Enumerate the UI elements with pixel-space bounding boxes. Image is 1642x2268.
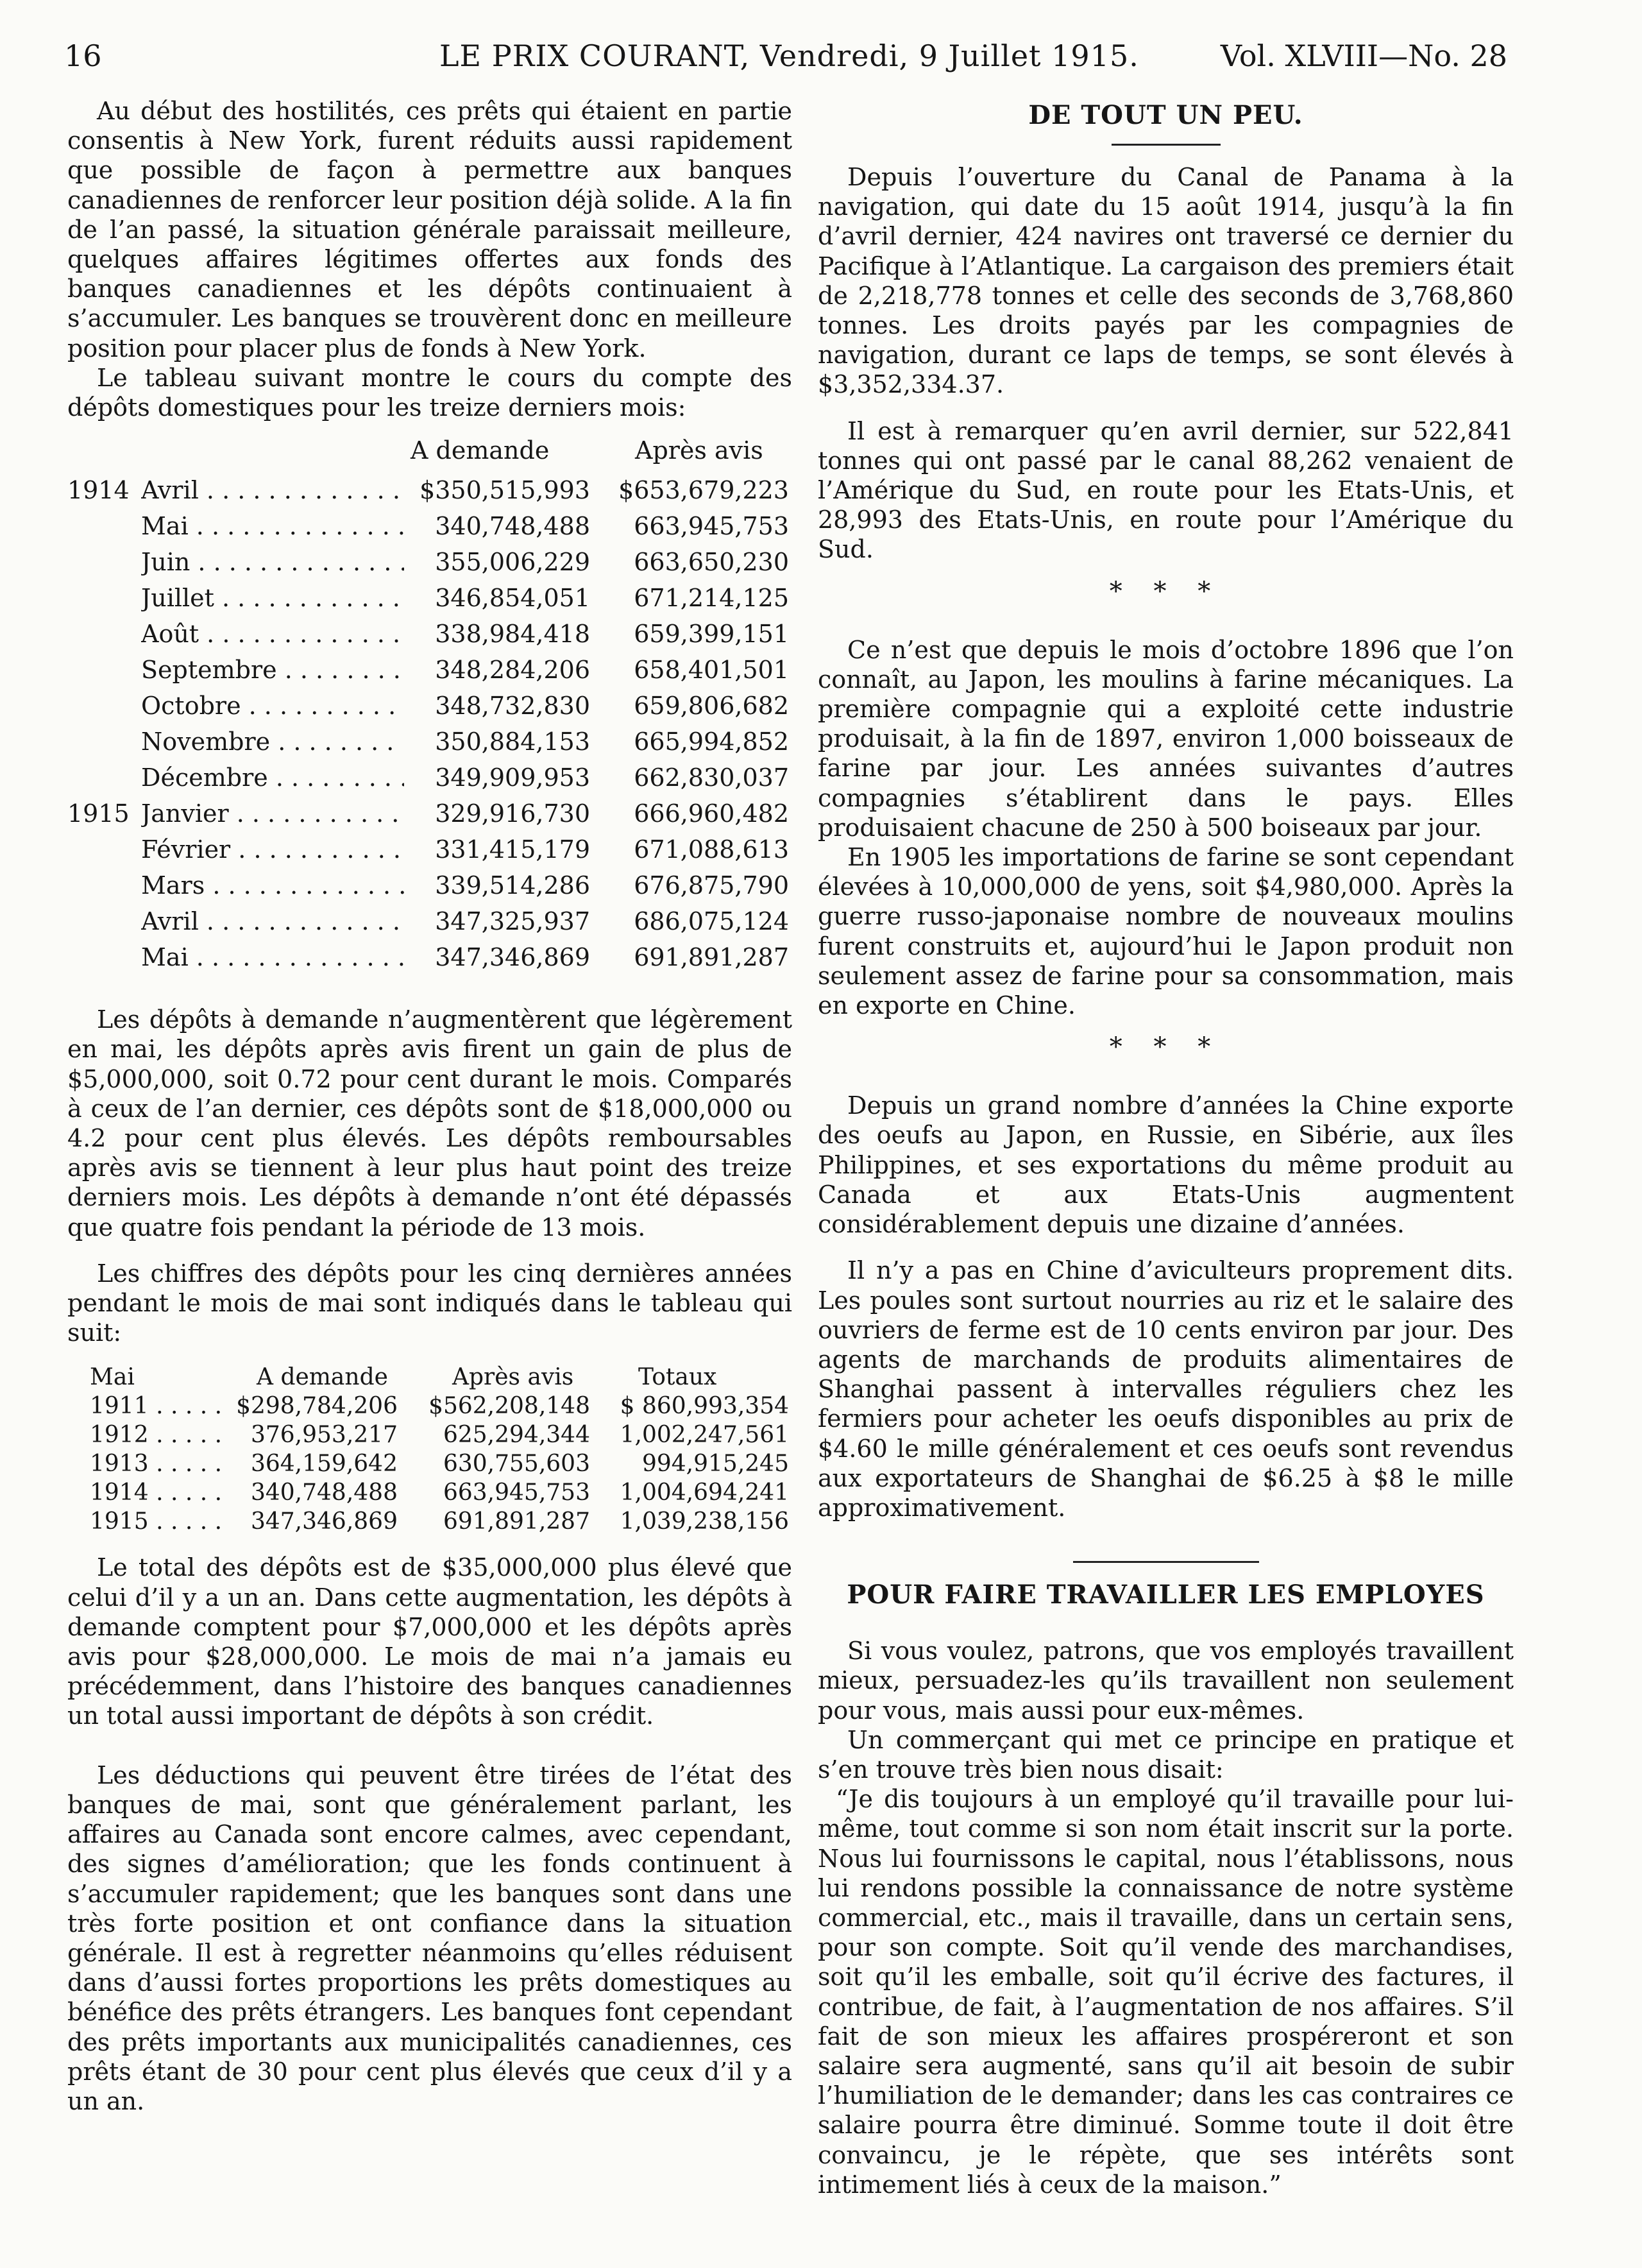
volume-number: Vol. XLVIII—No. 28 [1220, 38, 1507, 73]
column-header: Après avis [452, 1364, 574, 1391]
notice-value: 691,891,287 [443, 1508, 590, 1535]
notice-value: 665,994,852 [634, 728, 789, 756]
row-month: Novembre . . . [141, 724, 404, 760]
paragraph: En 1905 les importations de farine se sont cependant élevées à 10,000,000 de yens, soit $4,980,000. Après la guerre russo-japonaise nombre de nouveaux moulins furent construits et, aujourd’hui le Japon produit non seulement assez de farine pour sa consommation, mais en exporte en Chine. [818, 843, 1514, 1020]
column-header: Mai [90, 1364, 135, 1391]
total-value: $ 860,993,354 [620, 1393, 789, 1420]
demand-value: 347,325,937 [435, 907, 590, 936]
demand-value: 350,884,153 [435, 728, 590, 756]
table-row [67, 903, 792, 939]
paragraph: Les dépôts à demande n’augmentèrent que légèrement en mai, les dépôts après avis firent un gain de plus de $5,000,000, soit 0.72 pour cent durant le mois. Comparés à ceux de l’an dernier, ces dépôts sont de $18,000,000 ou 4.2 pour cent plus élevés. Les dépôts remboursables après avis se tiennent à leur plus haut point des treize derniers mois. Les dépôts à demande n’ont été dépassés que quatre fois pendant la période de 13 mois. [67, 1005, 792, 1241]
demand-value: 347,346,869 [250, 1508, 398, 1535]
row-month: Septembre . . . [141, 652, 404, 688]
notice-value: 671,088,613 [634, 835, 789, 864]
table-row [67, 939, 792, 975]
row-month: Avril . . . [141, 472, 404, 508]
notice-value: 663,945,753 [634, 512, 789, 541]
table-row [67, 760, 792, 796]
table-header [67, 1363, 792, 1392]
notice-value: 658,401,501 [634, 656, 789, 685]
title-rule [1112, 144, 1221, 146]
left-column [67, 96, 792, 2116]
row-year: 1915 [67, 799, 130, 828]
table-row [67, 652, 792, 688]
demand-value: 348,284,206 [435, 656, 590, 685]
demand-value: 355,006,229 [435, 548, 590, 577]
row-year: 1913 . . . [90, 1449, 228, 1478]
row-month: Juin . . . [141, 544, 404, 580]
notice-value: 659,399,151 [634, 620, 789, 649]
table-row [67, 1478, 792, 1507]
paragraph: Il est à remarquer qu’en avril dernier, sur 522,841 tonnes qui ont passé par le canal 88,262 venaient de l’Amérique du Sud, en route pour les Etats-Unis, et 28,993 des Etats-Unis, en route pour l’Amérique du Sud. [818, 416, 1514, 564]
notice-value: 671,214,125 [634, 584, 789, 613]
demand-value: 340,748,488 [435, 512, 590, 541]
paragraph: Le total des dépôts est de $35,000,000 plus élevé que celui d’il y a un an. Dans cette augmentation, les dépôts à demande comptent pour $7,000,000 et les dépôts après avis pour $28,000,000. Le mois de mai n’a jamais eu précédemment, dans l’histoire des banques canadiennes un total aussi important de dépôts à son crédit. [67, 1553, 792, 1730]
section-title: POUR FAIRE TRAVAILLER LES EMPLOYES [847, 1580, 1485, 1610]
notice-value: 676,875,790 [634, 871, 789, 900]
row-month: Mars . . . [141, 867, 404, 903]
table-row [67, 472, 792, 508]
page-number: 16 [64, 38, 102, 73]
monthly-deposits-table [67, 429, 792, 975]
demand-value: $350,515,993 [419, 476, 590, 505]
column-header: Après avis [635, 436, 763, 465]
row-month: Mai . . . [141, 508, 404, 544]
demand-value: 349,909,953 [435, 763, 590, 792]
row-year: 1911 . . . [90, 1392, 228, 1420]
paragraph: Il n’y a pas en Chine d’aviculteurs proprement dits. Les poules sont surtout nourries au riz et le salaire des ouvriers de ferme est de 10 cents environ par jour. Des agents de marchands de produits alimentaires de Shanghai passent à intervalles réguliers chez les fermiers pour acheter les oeufs disponibles au prix de $4.60 le mille généralement et ces oeufs sont revendus aux exportateurs de Shanghai de $6.25 à $8 le mille approximativement. [818, 1256, 1514, 1522]
quotation: “Je dis toujours à un employé qu’il travaille pour lui-même, tout comme si son nom était inscrit sur la porte. Nous lui fournissons le capital, nous l’établissons, nous lui rendons possible la connaissance de notre système commercial, etc., mais il travaille, dans un certain sens, pour son compte. Soit qu’il vende des marchandises, soit qu’il les emballe, soit qu’il écrive des factures, il contribue, de fait, à l’augmentation de nos affaires. S’il fait de son mieux les affaires prospéreront et son salaire sera augmenté, sans qu’il ait besoin de subir l’humiliation de le demander; dans les cas contraires ce salaire pourra être diminué. Somme toute il doit être convaincu, je le répète, que ses intérêts sont intimement liés à ceux de la maison.” [818, 1785, 1514, 2199]
notice-value: 691,891,287 [634, 943, 789, 972]
table-row [67, 1449, 792, 1478]
demand-value: 340,748,488 [250, 1479, 398, 1506]
notice-value: 625,294,344 [443, 1422, 590, 1449]
row-year: 1915 . . . [90, 1507, 228, 1536]
row-month: Février . . . [141, 831, 404, 867]
paragraph: Un commerçant qui met ce principe en pratique et s’en trouve très bien nous disait: [818, 1725, 1514, 1784]
notice-value: 630,755,603 [443, 1451, 590, 1478]
publication-title: LE PRIX COURANT, Vendredi, 9 Juillet 1915. [439, 38, 1139, 73]
table-row [67, 508, 792, 544]
total-value: 1,002,247,561 [620, 1422, 789, 1449]
article-rule [1073, 1561, 1259, 1563]
demand-value: 331,415,179 [435, 835, 590, 864]
paragraph: Au début des hostilités, ces prêts qui étaient en partie consentis à New York, furent réduits aussi rapidement que possible de façon à permettre aux banques canadiennes de renforcer leur position déjà solide. A la fin de l’an passé, la situation générale paraissait meilleure, quelques affaires légitimes offertes aux fonds des banques canadiennes et les dépôts continuaient à s’accumuler. Les banques se trouvèrent donc en meilleure position pour placer plus de fonds à New York. [67, 97, 792, 362]
demand-value: 339,514,286 [435, 871, 590, 900]
demand-value: 338,984,418 [435, 620, 590, 649]
table-row [67, 580, 792, 616]
total-value: 1,004,694,241 [620, 1479, 789, 1506]
paragraph: Depuis un grand nombre d’années la Chine exporte des oeufs au Japon, en Russie, en Sibérie, aux îles Philippines, et ses exportations du même produit au Canada et aux Etats-Unis augmentent considérablement depuis une dizaine d’années. [818, 1091, 1514, 1239]
table-row [67, 796, 792, 831]
row-month: Décembre . . . [141, 760, 404, 796]
paragraph: Si vous voulez, patrons, que vos employés travaillent mieux, persuadez-les qu’ils travaillent non seulement pour vous, mais aussi pour eux-mêmes. [818, 1637, 1514, 1725]
row-month: Août . . . [141, 616, 404, 652]
table-row [67, 544, 792, 580]
total-value: 994,915,245 [641, 1451, 789, 1478]
table-row [67, 1507, 792, 1536]
row-year: 1914 . . . [90, 1478, 228, 1507]
paragraph: Depuis l’ouverture du Canal de Panama à la navigation, qui date du 15 août 1914, jusqu’à la fin d’avril dernier, 424 navires ont traversé ce dernier du Pacifique à l’Atlantique. La cargaison des premiers était de 2,218,778 tonnes et celle des seconds de 3,768,860 tonnes. Les droits payés par les compagnies de navigation, durant ce laps de temps, se sont élevés à $3,352,334.37. [818, 163, 1514, 399]
demand-value: 346,854,051 [435, 584, 590, 613]
table-row [67, 688, 792, 724]
notice-value: 662,830,037 [634, 763, 789, 792]
demand-value: $298,784,206 [236, 1393, 398, 1420]
row-month: Juillet . . . [141, 580, 404, 616]
row-year: 1914 [67, 476, 130, 505]
column-header: A demande [410, 436, 550, 465]
column-header: Totaux [638, 1364, 717, 1391]
table-row [67, 831, 792, 867]
notice-value: $653,679,223 [618, 476, 789, 505]
section-separator: * * * [1109, 1032, 1223, 1062]
demand-value: 347,346,869 [435, 943, 590, 972]
table-header [67, 429, 792, 472]
table-row [67, 616, 792, 652]
paragraph: Les chiffres des dépôts pour les cinq dernières années pendant le mois de mai sont indiqués dans le tableau qui suit: [67, 1259, 792, 1347]
column-header: A demande [257, 1364, 388, 1391]
table-row [67, 1392, 792, 1420]
demand-value: 364,159,642 [250, 1451, 398, 1478]
total-value: 1,039,238,156 [620, 1508, 789, 1535]
table-row [67, 1420, 792, 1449]
notice-value: 663,650,230 [634, 548, 789, 577]
paragraph: Ce n’est que depuis le mois d’octobre 1896 que l’on connaît, au Japon, les moulins à farine mécaniques. La première compagnie qui a exploité cette industrie produisait, à la fin de 1897, environ 1,000 boisseaux de farine par jour. Les années suivantes d’autres compagnies s’établirent dans le pays. Elles produisaient chacune de 250 à 500 boiseaux par jour. [818, 635, 1514, 842]
running-header [64, 33, 1507, 78]
row-month: Janvier . . . [141, 796, 404, 831]
paragraph: Les déductions qui peuvent être tirées de l’état des banques de mai, sont que généralement parlant, les affaires au Canada sont encore calmes, avec cependant, des signes d’amélioration; que les fonds continuent à s’accumuler rapidement; que les banques sont dans une très forte position et ont confiance dans la situation générale. Il est à regretter néanmoins qu’elles réduisent dans d’aussi fortes proportions les prêts domestiques au bénéfice des prêts étrangers. Les banques font cependant des prêts importants aux municipalités canadiennes, ces prêts étant de 30 pour cent plus élevés que ceux d’il y a un an. [67, 1761, 792, 2115]
demand-value: 348,732,830 [435, 692, 590, 720]
row-year: 1912 . . . [90, 1420, 228, 1449]
notice-value: 663,945,753 [443, 1479, 590, 1506]
notice-value: 686,075,124 [634, 907, 789, 936]
row-month: Octobre . . . [141, 688, 404, 724]
row-month: Avril . . . [141, 903, 404, 939]
notice-value: $562,208,148 [428, 1393, 590, 1420]
table-row [67, 724, 792, 760]
section-title: DE TOUT UN PEU. [1028, 100, 1303, 130]
demand-value: 376,953,217 [250, 1422, 398, 1449]
right-column [818, 96, 1514, 2199]
yearly-deposits-table [67, 1363, 792, 1536]
table-row [67, 867, 792, 903]
paragraph: Le tableau suivant montre le cours du compte des dépôts domestiques pour les treize derniers mois: [67, 363, 792, 422]
notice-value: 659,806,682 [634, 692, 789, 720]
section-separator: * * * [1109, 576, 1223, 606]
notice-value: 666,960,482 [634, 799, 789, 828]
row-month: Mai . . . [141, 939, 404, 975]
demand-value: 329,916,730 [435, 799, 590, 828]
